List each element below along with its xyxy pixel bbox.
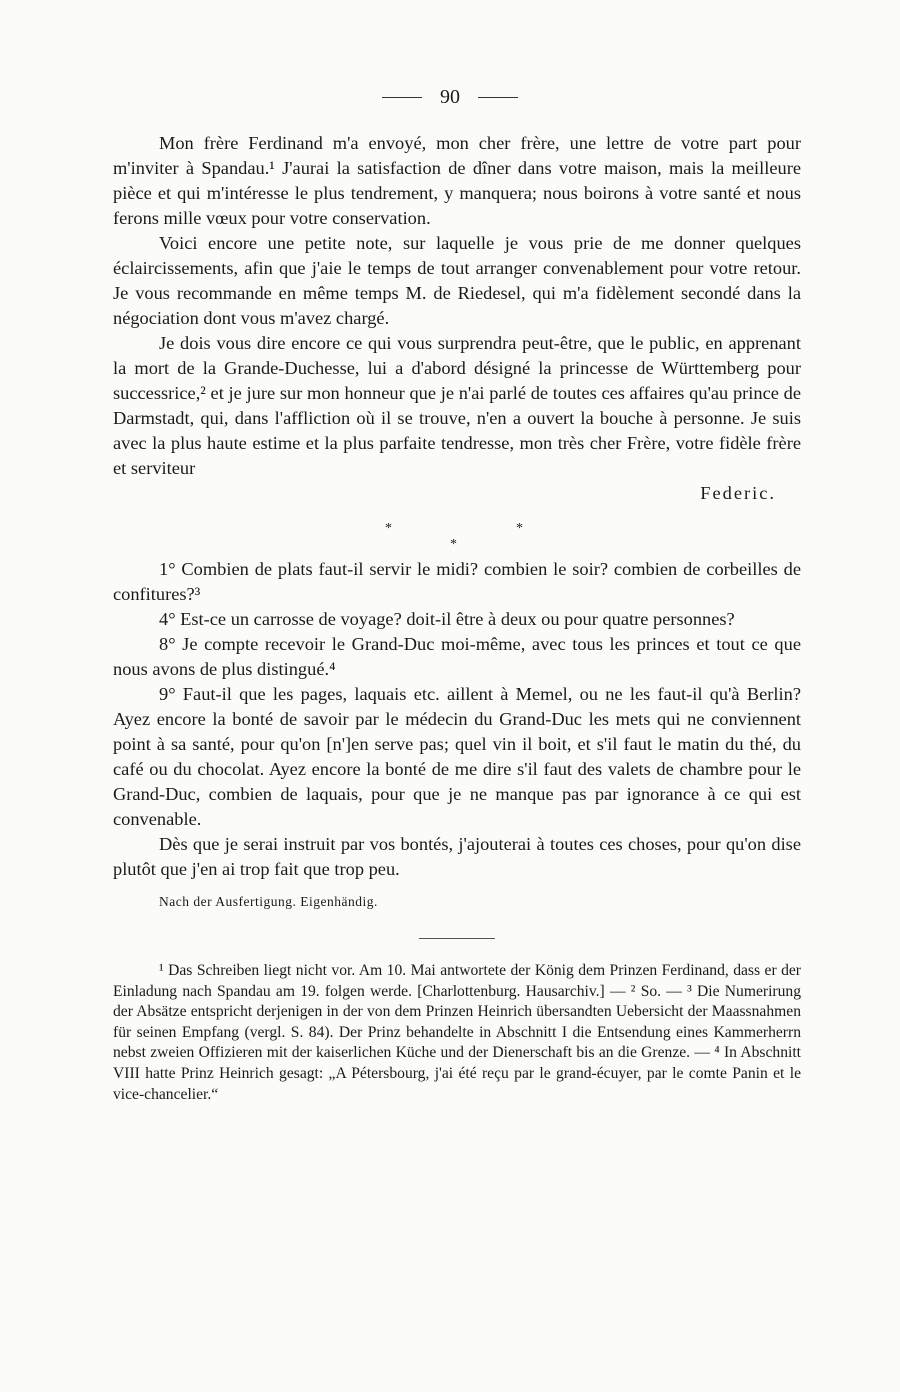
letter-paragraph: Mon frère Ferdinand m'a envoyé, mon cher frère, une lettre de votre part pour m'inviter à Spandau.¹ J'aurai la satisfaction de dîner dans votre maison, mais la meilleure pièce et qui m'intéresse le plus tendrement, y manquera; nous boirons à votre santé et nous ferons mille vœux pour votre conservation.: [113, 133, 801, 228]
letter-paragraph: Voici encore une petite note, sur laquelle je vous prie de me donner quelques éclaircissements, afin que j'aie le temps de tout arranger convenablement pour votre retour. Je vous recommande en même temps M. de Riedesel, qui m'a fidèlement secondé dans la négociation dont vous m'avez chargé.: [113, 233, 801, 328]
note-item: 4° Est-ce un carrosse de voyage? doit-il être à deux ou pour quatre personnes?: [159, 609, 735, 629]
note-item: 8° Je compte recevoir le Grand-Duc moi-même, avec tous les princes et tout ce que nous avons de plus distingué.⁴: [113, 634, 801, 679]
separator-star: *: [450, 537, 457, 552]
note-item: Dès que je serai instruit par vos bontés, j'ajouterai à toutes ces choses, pour qu'on dise plutôt que j'en ai trop fait que trop peu.: [113, 834, 801, 879]
page-number: 90: [440, 86, 460, 108]
section-separator: [113, 506, 801, 551]
signature: Federic.: [700, 483, 776, 503]
letter-text: [113, 131, 801, 506]
source-note: Nach der Ausfertigung. Eigenhändig.: [159, 894, 378, 909]
header-rule-left: [382, 97, 422, 98]
footnotes: [113, 961, 801, 1105]
header-rule-right: [478, 97, 518, 98]
footnote-text: ¹ Das Schreiben liegt nicht vor. Am 10. Mai antwortete der König dem Prinzen Ferdinand, dass er der Einladung nach Spandau am 19. folgen werde. [Charlottenburg. Hausarchiv.] — ² So. — ³ Die Numerirung der Absätze entspricht derjenigen in der von dem Prinzen Heinrich übersandten Uebersicht der Maassnahmen für seinen Empfang (vergl. S. 84). Der Prinz behandelte in Abschnitt I die Entsendung eines Kammerherrn nebst zweien Offizieren mit der kaiserlichen Küche und der Dienerschaft bis an die Grenze. — ⁴ In Abschnitt VIII hatte Prinz Heinrich gesagt: „A Pétersbourg, j'ai été reçu par le grand-écuyer, par le comte Panin et le vice-chancelier.“: [113, 962, 801, 1103]
note-item: 1° Combien de plats faut-il servir le midi? combien le soir? combien de corbeilles de confitures?³: [113, 559, 801, 604]
separator-star: *: [516, 521, 523, 536]
note-item: 9° Faut-il que les pages, laquais etc. aillent à Memel, ou ne les faut-il qu'à Berlin? Ayez encore la bonté de savoir par le médecin du Grand-Duc les mets qui ne conviennent point à sa santé, pour qu'on [n']en serve pas; quel vin il boit, et s'il faut le matin du thé, du café ou du chocolat. Ayez encore la bonté de me dire s'il faut des valets de chambre pour le Grand-Duc, combien de laquais, pour que je ne manque pas par ignorance à ce qui est convenable.: [113, 684, 801, 829]
page-header: [0, 86, 900, 109]
note-list: [113, 557, 801, 882]
page-body: [113, 131, 801, 1105]
separator-star: *: [385, 521, 392, 536]
letter-paragraph: Je dois vous dire encore ce qui vous surprendra peut-être, que le public, en apprenant la mort de la Grande-Duchesse, lui a d'abord désigné la princesse de Württemberg pour successrice,² et je jure sur mon honneur que je n'ai parlé de toutes ces affaires qu'au prince de Darmstadt, qui, dans l'affliction où il se trouve, n'en a ouvert la bouche à personne. Je suis avec la plus haute estime et la plus parfaite tendresse, mon très cher Frère, votre fidèle frère et serviteur: [113, 333, 801, 478]
footnote-rule: [419, 938, 495, 939]
